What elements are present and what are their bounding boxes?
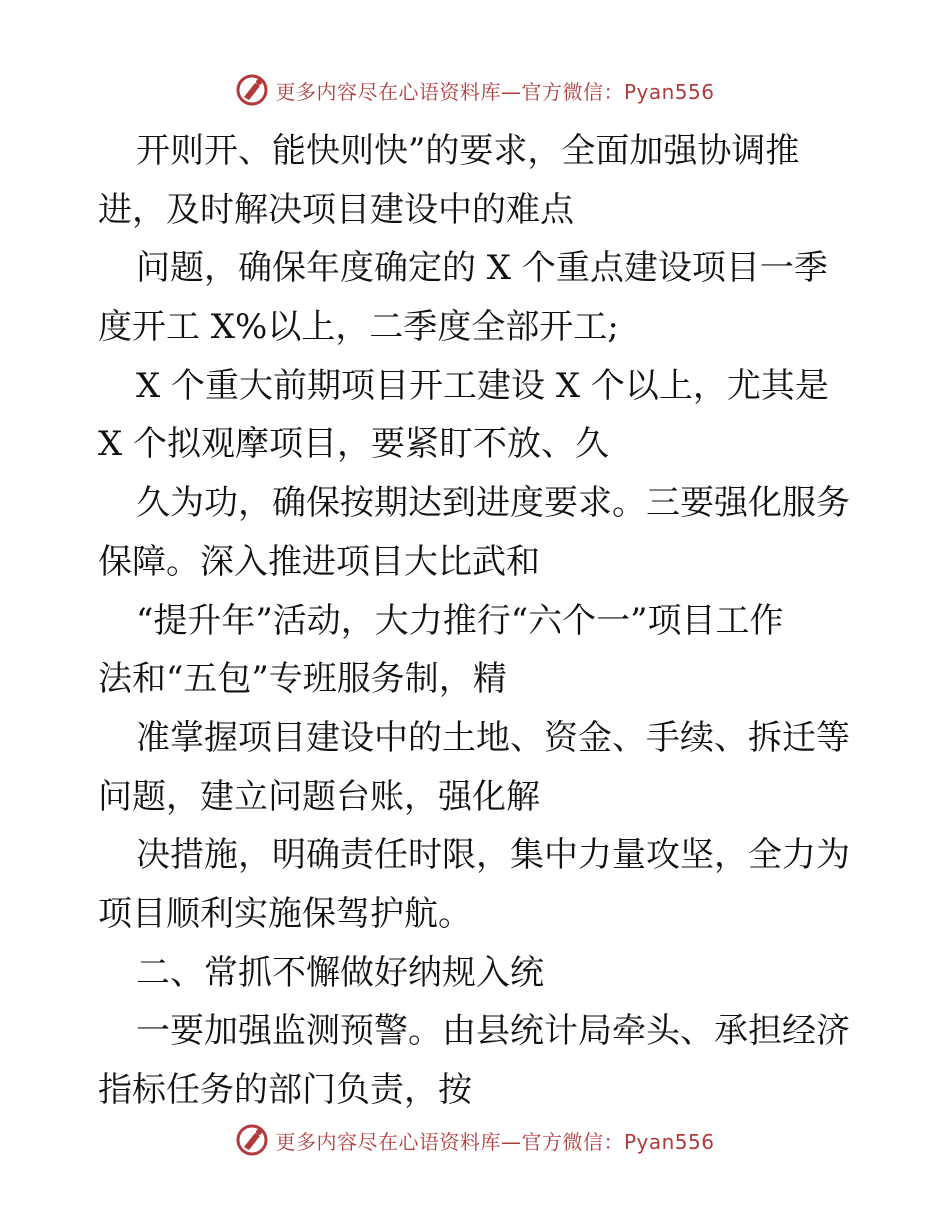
text-line: 项目顺利实施保驾护航。	[98, 893, 472, 934]
text-line: X 个重大前期项目开工建设 X 个以上，尤其是	[136, 365, 829, 406]
footer-banner-text: 更多内容尽在心语资料库—官方微信：Pyan556	[275, 1129, 715, 1154]
text-line: 开则开、能快则快”的要求，全面加强协调推	[136, 131, 800, 171]
text-line: 度开工 X%以上，二季度全部开工;	[98, 307, 619, 348]
text-line: 准掌握项目建设中的土地、资金、手续、拆迁等	[136, 717, 850, 758]
text-line: 问题，确保年度确定的 X 个重点建设项目一季	[136, 248, 828, 289]
text-line: 一要加强监测预警。由县统计局牵头、承担经济	[136, 1011, 850, 1052]
text-line: 久为功，确保按期达到进度要求。三要强化服务	[136, 483, 850, 524]
text-line: 保障。深入推进项目大比武和	[98, 541, 540, 582]
header-banner	[0, 68, 950, 112]
footer-banner	[0, 1118, 950, 1162]
text-line: 指标任务的部门负责，按	[98, 1070, 472, 1110]
text-line: 进，及时解决项目建设中的难点	[98, 189, 574, 230]
seal-logo-icon	[235, 1123, 269, 1157]
text-line: 决措施，明确责任时限，集中力量攻坚，全力为	[136, 835, 850, 876]
header-banner-text: 更多内容尽在心语资料库—官方微信：Pyan556	[275, 79, 715, 104]
seal-logo-icon	[235, 73, 269, 107]
text-line: 法和“五包”专班服务制，精	[98, 659, 507, 700]
text-line: 问题，建立问题台账，强化解	[98, 776, 540, 817]
section-heading: 二、常抓不懈做好纳规入统	[136, 952, 544, 993]
document-body	[98, 122, 858, 1120]
text-line: “提升年”活动，大力推行“六个一”项目工作	[136, 600, 784, 641]
text-line: X 个拟观摩项目，要紧盯不放、久	[98, 424, 610, 465]
